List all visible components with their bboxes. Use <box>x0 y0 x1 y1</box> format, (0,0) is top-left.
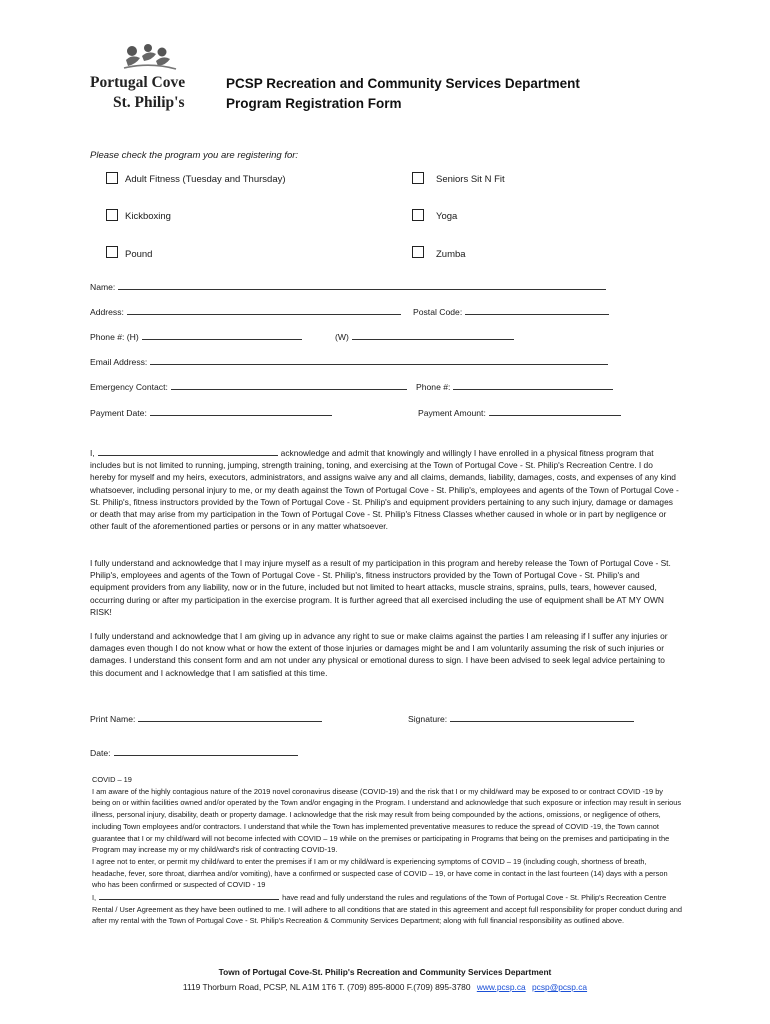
name-field-row <box>90 280 606 292</box>
payment-amount-field-row <box>418 406 621 418</box>
email-field[interactable] <box>150 355 608 365</box>
label-seniors-sit-n-fit: Seniors Sit N Fit <box>436 174 505 185</box>
footer-department: Town of Portugal Cove-St. Philip's Recreation and Community Services Department <box>218 967 552 977</box>
email-label: Email Address: <box>90 357 148 367</box>
print-name-field-row <box>90 712 322 724</box>
name-field[interactable] <box>118 280 606 290</box>
waiver-paragraph-3: I fully understand and acknowledge that I am giving up in advance any right to sue or make claims against the parties I am releasing if I suffer any injuries or damages even though I do not know what or how the extent of those injuries or damages might be and I am voluntarily assuming the risk of such injuries or damages. I understand this consent form and am not under any physical or emotional duress to sign. I have been advised to seek legal advice pertaining to this document and I acknowledge that I am satisfied at this time. <box>90 631 668 678</box>
label-yoga: Yoga <box>436 211 458 222</box>
address-field[interactable] <box>127 305 401 315</box>
phone-work-field-row <box>335 330 514 342</box>
logo-line-2: St. Philip's <box>113 94 185 111</box>
signature-field-row <box>408 712 634 724</box>
logo-line-1: Portugal Cove <box>90 74 186 91</box>
footer-address: 1119 Thorburn Road, PCSP, NL A1M 1T6 T. (709) 895-8000 F.(709) 895-3780 <box>182 982 471 992</box>
covid-heading: COVID – 19 <box>92 775 132 784</box>
form-title: Program Registration Form <box>226 96 402 111</box>
label-zumba: Zumba <box>436 249 466 260</box>
emergency-phone-field-row <box>416 380 613 392</box>
emergency-phone-field[interactable] <box>453 380 613 390</box>
footer-email-link[interactable]: pcsp@pcsp.ca <box>532 982 588 992</box>
signature-label: Signature: <box>408 714 448 724</box>
covid-paragraph-1: I am aware of the highly contagious nature of the 2019 novel coronavirus disease (COVID-19) and the risk that I or my child/ward may be exposed to or contract COVID -19 by being on or within facilities owned and/or operated by the Town and/or engaging in the Program. I understand and acknowledge that such exposure or infection may result in serious illness, personal injury, disability, death or property damage. I acknowledge that the risk may result from being compounded by the actions, omissions, or negligence of others, including Town employees and/or contractors. I understand that while the Town has implemented preventative measures to reduce the spread of COVID -19, the Town cannot guarantee that I or my child/ward will not become infected with COVID – 19 while on the premises or participating in Programs that being on the premises and participating in the Program may increase my or my child/ward's risk of contracting COVID-19. <box>92 786 682 855</box>
waiver-name-field[interactable] <box>98 446 278 456</box>
emergency-phone-label: Phone #: <box>416 382 451 392</box>
emergency-contact-label: Emergency Contact: <box>90 382 168 392</box>
label-pound: Pound <box>125 249 153 260</box>
postal-code-label: Postal Code: <box>413 307 463 317</box>
label-kickboxing: Kickboxing <box>125 211 171 222</box>
checkbox-adult-fitness[interactable] <box>106 172 118 184</box>
address-field-row <box>90 305 401 317</box>
date-field-row <box>90 746 298 758</box>
address-label: Address: <box>90 307 124 317</box>
payment-amount-field[interactable] <box>489 406 621 416</box>
emergency-contact-field-row <box>90 380 407 392</box>
covid-paragraph-2: I agree not to enter, or permit my child/ward to enter the premises if I am or my child/ward is experiencing symptoms of COVID – 19 (including cough, shortness of breath, headache, fever, sore throat, diarrhea and/or vomiting), have a confirmed or suspected case of COVID – 19, or have come in contact in the last fourteen (14) days with a person who has been confirmed or suspected of COVID - 19 <box>92 856 668 890</box>
checkbox-yoga[interactable] <box>412 209 424 221</box>
date-label: Date: <box>90 748 111 758</box>
people-figures-icon <box>122 42 178 72</box>
signature-field[interactable] <box>450 712 634 722</box>
emergency-contact-field[interactable] <box>171 380 407 390</box>
postal-code-field[interactable] <box>465 305 609 315</box>
payment-amount-label: Payment Amount: <box>418 408 486 418</box>
print-name-label: Print Name: <box>90 714 136 724</box>
footer-website-link[interactable]: www.pcsp.ca <box>476 982 526 992</box>
covid-section <box>92 774 682 927</box>
email-field-row <box>90 355 608 367</box>
payment-date-field-row <box>90 406 332 418</box>
checkbox-zumba[interactable] <box>412 246 424 258</box>
phone-work-label: (W) <box>335 332 349 342</box>
page-title: PCSP Recreation and Community Services Department <box>226 76 580 91</box>
waiver-text-1: acknowledge and admit that knowingly and willingly I have enrolled in a physical fitness program that includes but is not limited to running, jumping, strength training, toning, and exercising at the Town of Portugal Cove - St. Philip's Recreation Centre. I do hereby for myself and my heirs, executors, administrators, and assigns waive any and all claims, demands, liability, damages, costs, and expenses of any kind whatsoever, including personal injury to me, or my death against the Town of Portugal Cove - St. Philip's, employees and agents of the Town of Portugal Cove - St. Philip's, fitness instructors provided by the Town of Portugal Cove - St. Philip's and equipment providers pertaining to any such injury, damage or damages or death that may arise from my participation in the Town of Portugal Cove - St. Philip's Fitness Classes whether caused in whole or in part by negligence or other fault of the aforementioned parties or persons or in any matter whatsoever. <box>90 448 679 532</box>
waiver-paragraph-2: I fully understand and acknowledge that I may injure myself as a result of my participation in this program and hereby release the Town of Portugal Cove - St. Philip's, employees and agents of the Town of Portugal Cove - St. Philip's, fitness instructors provided by the Town of Portugal Cove - St. Philip's and equipment providers from any liability, now or in the future, included but not limited to heart attacks, muscle strains, sprains, pulls, tears, however caused, occurring during or after my participation in the exercise program. It is further agreed that all exercised including the use of equipment shall be AT MY OWN RISK! <box>90 558 671 617</box>
phone-work-field[interactable] <box>352 330 514 340</box>
checkbox-pound[interactable] <box>106 246 118 258</box>
phone-home-field-row <box>90 330 302 342</box>
postal-code-field-row <box>413 305 609 317</box>
label-adult-fitness: Adult Fitness (Tuesday and Thursday) <box>125 174 286 185</box>
waiver-i-label: I, <box>90 448 95 458</box>
phone-home-label: Phone #: (H) <box>90 332 139 342</box>
waiver-paragraph-1 <box>90 446 680 532</box>
covid-paragraph-3 <box>92 891 682 927</box>
town-logo <box>88 42 208 117</box>
phone-home-field[interactable] <box>142 330 302 340</box>
print-name-field[interactable] <box>138 712 322 722</box>
covid-name-field[interactable] <box>99 891 279 900</box>
name-label: Name: <box>90 282 116 292</box>
footer-contact <box>0 982 770 992</box>
checkbox-kickboxing[interactable] <box>106 209 118 221</box>
checkbox-seniors-sit-n-fit[interactable] <box>412 172 424 184</box>
covid-i-label: I, <box>92 893 97 903</box>
program-prompt: Please check the program you are registering for: <box>90 150 299 161</box>
date-field[interactable] <box>114 746 298 756</box>
payment-date-label: Payment Date: <box>90 408 147 418</box>
covid-text-3: have read and fully understand the rules and regulations of the Town of Portugal Cove - St. Philip's Recreation Centre Rental / User Agreement as they have been outlined to me. I will adhere to all conditions that are stated in this agreement and accept full responsibility for proper conduct during and after my rental with the Town of Portugal Cove - St. Philip's Recreation & Community Services Department; along with full financial responsibility as outlined above. <box>92 893 682 926</box>
payment-date-field[interactable] <box>150 406 332 416</box>
